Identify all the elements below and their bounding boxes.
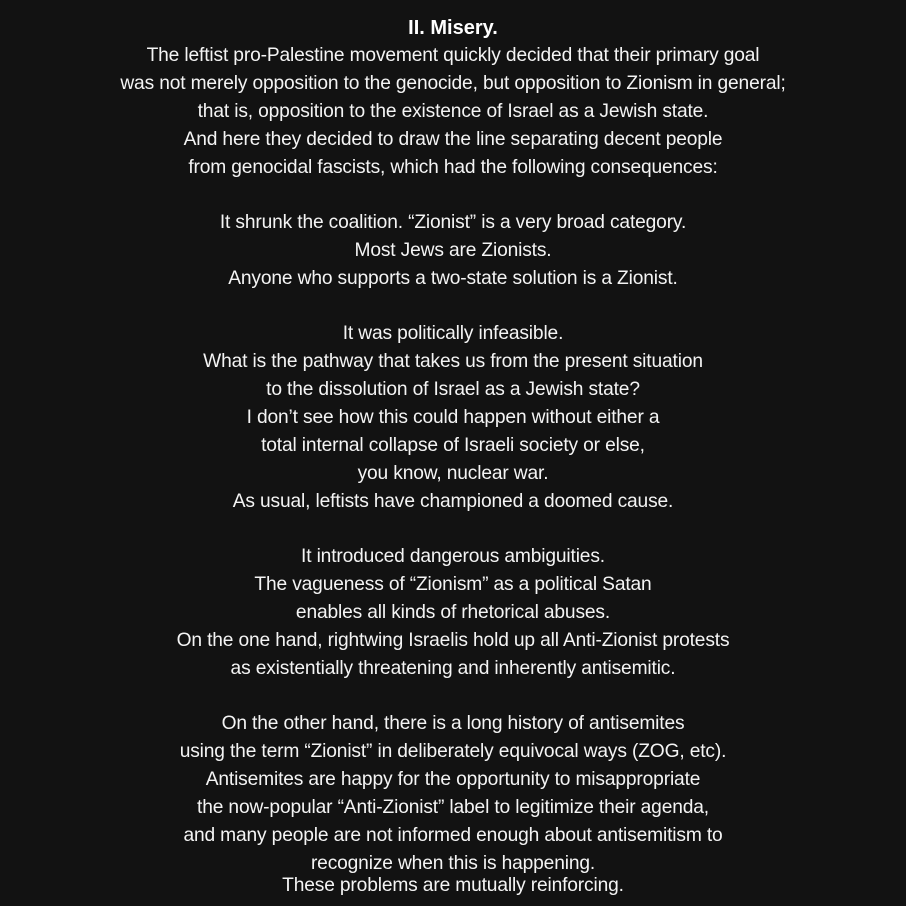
- paragraph-3-line-7: As usual, leftists have championed a doomed cause.: [232, 491, 674, 512]
- paragraph-3-line-2: What is the pathway that takes us from the present situation: [203, 351, 703, 372]
- paragraph-1-line-5: from genocidal fascists, which had the following consequences:: [188, 157, 718, 178]
- paragraph-1-line-2: was not merely opposition to the genocide, but opposition to Zionism in general;: [120, 73, 786, 94]
- paragraph-3-line-4: I don’t see how this could happen without either a: [246, 407, 660, 428]
- paragraph-1-line-1: The leftist pro-Palestine movement quickly decided that their primary goal: [146, 45, 760, 66]
- paragraph-5-line-4: the now-popular “Anti-Zionist” label to legitimize their agenda,: [197, 797, 709, 818]
- paragraph-3-line-6: you know, nuclear war.: [357, 463, 549, 484]
- paragraph-3-line-1: It was politically infeasible.: [342, 323, 564, 344]
- paragraph-5-line-3: Antisemites are happy for the opportunity to misappropriate: [205, 769, 701, 790]
- paragraph-4-line-2: The vagueness of “Zionism” as a political Satan: [254, 574, 652, 595]
- paragraph-5-line-2: using the term “Zionist” in deliberately equivocal ways (ZOG, etc).: [179, 741, 727, 762]
- paragraph-4-line-5: as existentially threatening and inherently antisemitic.: [230, 658, 676, 679]
- paragraph-4-line-3: enables all kinds of rhetorical abuses.: [295, 602, 611, 623]
- paragraph-4-line-4: On the one hand, rightwing Israelis hold up all Anti-Zionist protests: [176, 630, 730, 651]
- paragraph-5-line-7: These problems are mutually reinforcing.: [282, 875, 624, 896]
- paragraph-2-line-3: Anyone who supports a two-state solution is a Zionist.: [228, 268, 678, 289]
- paragraph-4-line-1: It introduced dangerous ambiguities.: [301, 546, 605, 567]
- paragraph-2-line-1: It shrunk the coalition. “Zionist” is a very broad category.: [219, 212, 687, 233]
- paragraph-5-line-6: recognize when this is happening.: [310, 853, 596, 874]
- paragraph-1-line-3: that is, opposition to the existence of Israel as a Jewish state.: [197, 101, 709, 122]
- paragraph-5-line-5: and many people are not informed enough about antisemitism to: [183, 825, 723, 846]
- paragraph-1-line-4: And here they decided to draw the line separating decent people: [183, 129, 723, 150]
- paragraph-3-line-3: to the dissolution of Israel as a Jewish state?: [266, 379, 640, 400]
- paragraph-2-line-2: Most Jews are Zionists.: [354, 240, 552, 261]
- section-title: II. Misery.: [408, 17, 498, 39]
- paragraph-3-line-5: total internal collapse of Israeli society or else,: [261, 435, 645, 456]
- paragraph-5-line-1: On the other hand, there is a long history of antisemites: [221, 713, 685, 734]
